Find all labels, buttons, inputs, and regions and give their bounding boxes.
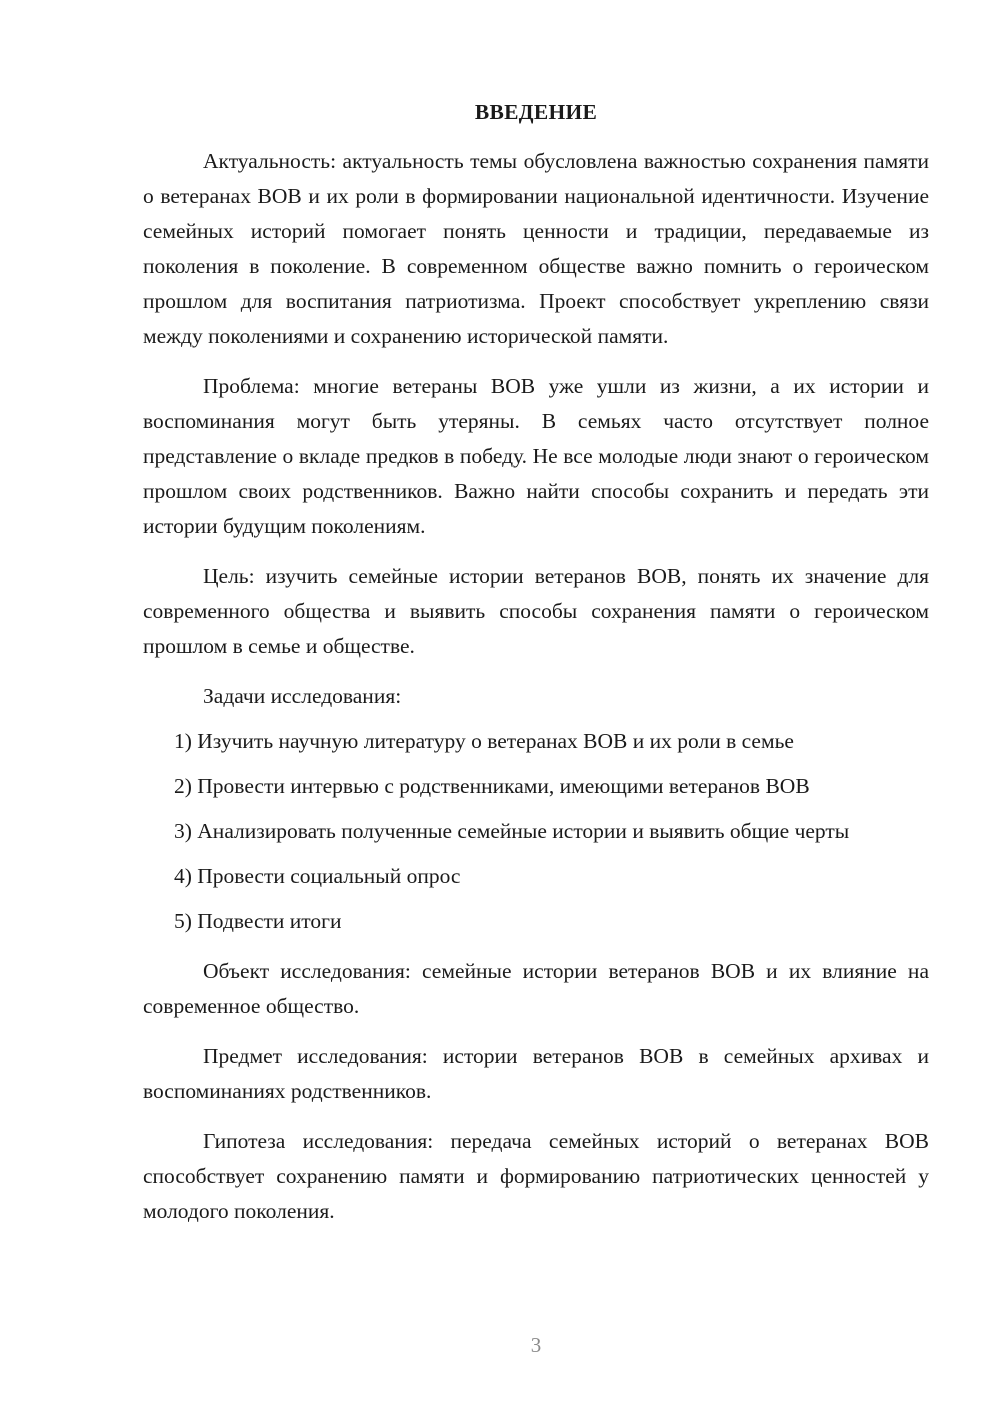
relevance-paragraph: Актуальность: актуальность темы обусловлена важностью сохранения памяти о ветеранах ВОВ и их роли в формировании национальной идентичности. Изучение семейных историй помогает понять ценности и традиции, передаваемые из поколения в поколение. В современном обществе важно помнить о героическом прошлом для воспитания патриотизма. Проект способствует укреплению связи между поколениями и сохранению исторической памяти. [143, 149, 929, 348]
page-content [143, 95, 929, 1244]
tasks-label: Задачи исследования: [203, 684, 402, 708]
task-item-3: 3) Анализировать полученные семейные истории и выявить общие черты [174, 819, 850, 843]
task-item-4: 4) Провести социальный опрос [174, 864, 461, 888]
problem-paragraph: Проблема: многие ветераны ВОВ уже ушли из жизни, а их истории и воспоминания могут быть утеряны. В семьях часто отсутствует полное представление о вкладе предков в победу. Не все молодые люди знают о героическом прошлом своих родственников. Важно найти способы сохранить и передать эти истории будущим поколениям. [143, 374, 929, 538]
object-paragraph: Объект исследования: семейные истории ветеранов ВОВ и их влияние на современное общество. [143, 959, 929, 1018]
task-item-5: 5) Подвести итоги [174, 909, 342, 933]
goal-paragraph: Цель: изучить семейные истории ветеранов ВОВ, понять их значение для современного общества и выявить способы сохранения памяти о героическом прошлом в семье и обществе. [143, 564, 929, 658]
task-item-2: 2) Провести интервью с родственниками, имеющими ветеранов ВОВ [174, 774, 810, 798]
hypothesis-paragraph: Гипотеза исследования: передача семейных историй о ветеранах ВОВ способствует сохранению памяти и формированию патриотических ценностей у молодого поколения. [143, 1129, 929, 1223]
section-heading: ВВЕДЕНИЕ [474, 100, 598, 124]
task-item-1: 1) Изучить научную литературу о ветеранах ВОВ и их роли в семье [174, 729, 794, 753]
subject-paragraph: Предмет исследования: истории ветеранов ВОВ в семейных архивах и воспоминаниях родственников. [143, 1044, 929, 1103]
page-number: 3 [530, 1333, 542, 1357]
